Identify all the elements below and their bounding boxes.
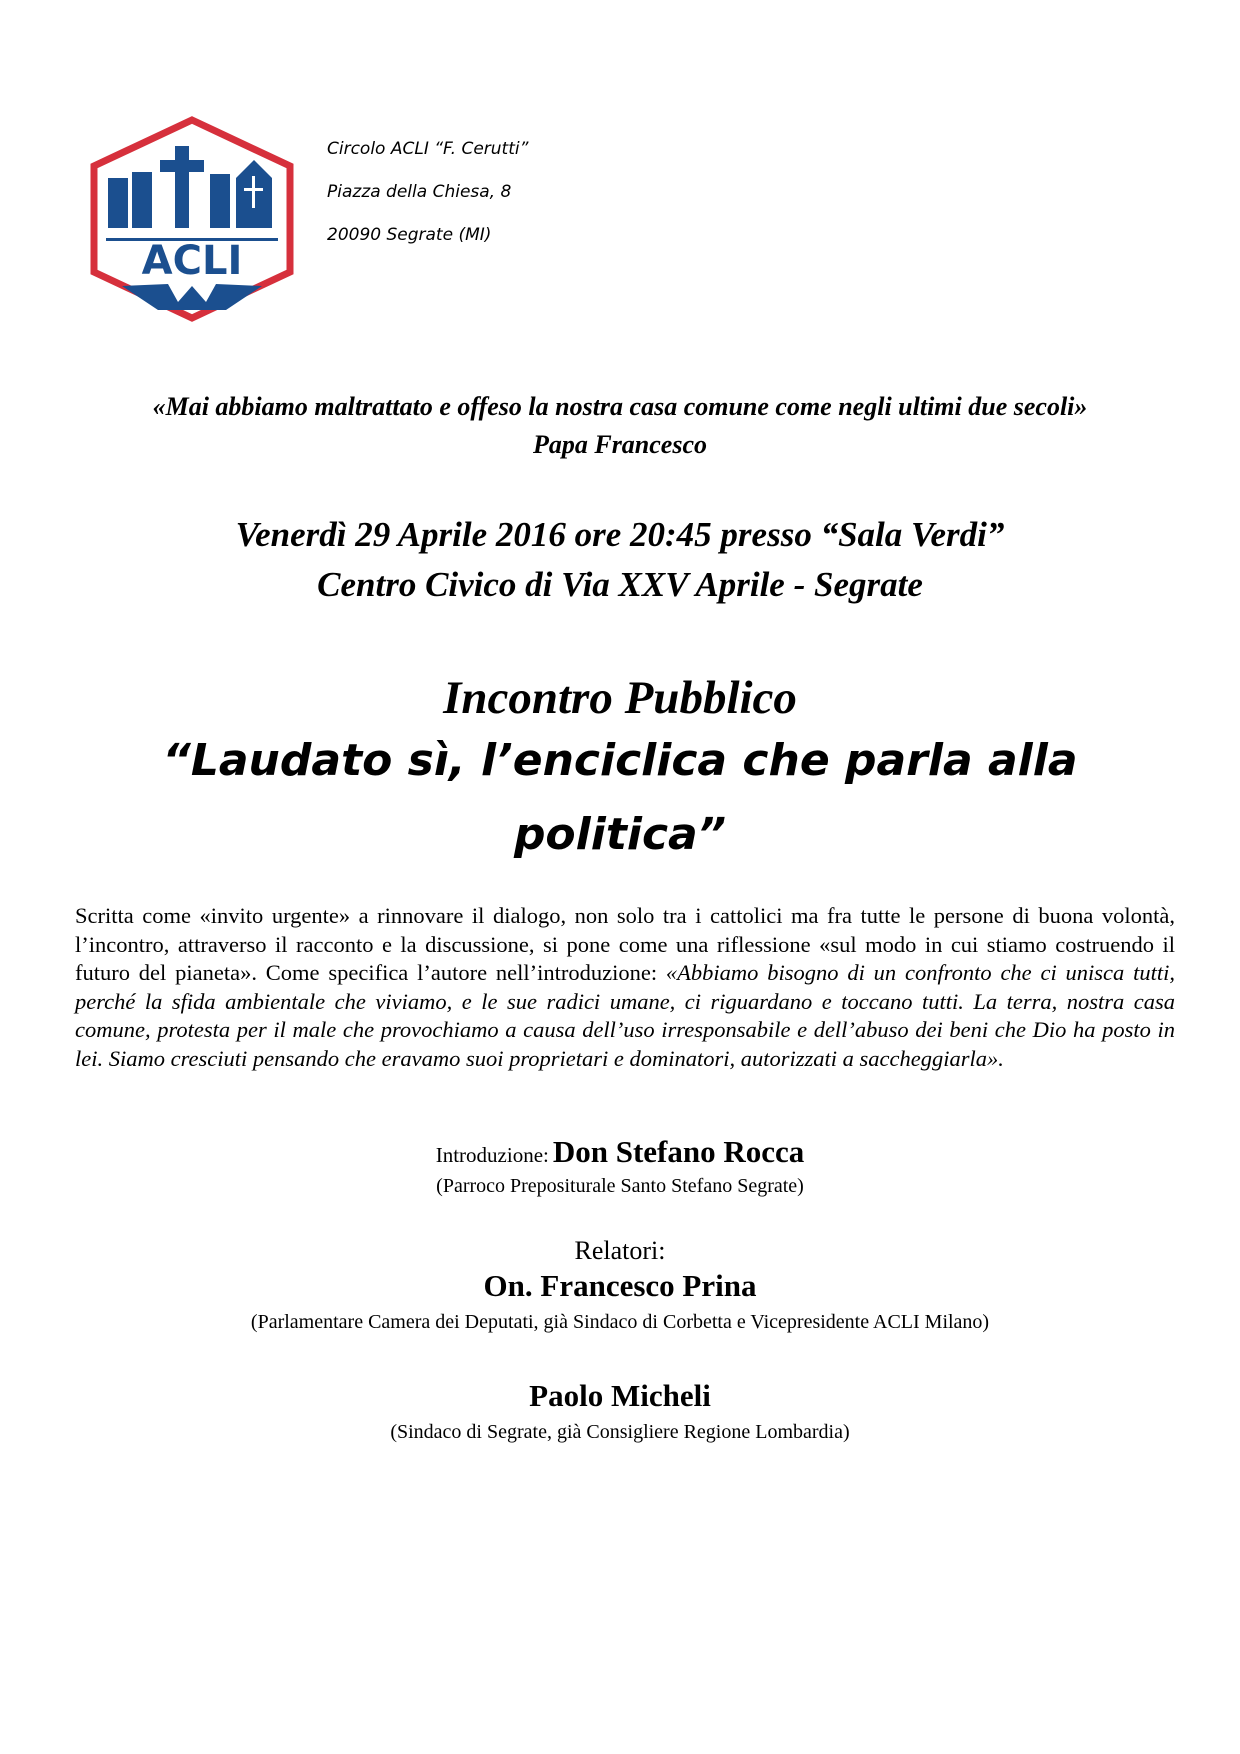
address-line: Circolo ACLI “F. Cerutti” — [327, 139, 529, 159]
pope-quote — [0, 388, 1240, 464]
introduction — [0, 1134, 1240, 1170]
introduction-name: Don Stefano Rocca — [552, 1134, 805, 1169]
event-date: Venerdì 29 Aprile 2016 ore 20:45 presso “Sala Verdi” — [235, 515, 1005, 554]
speaker-role: (Parlamentare Camera dei Deputati, già Sindaco di Corbetta e Vicepresidente ACLI Milano) — [250, 1311, 990, 1333]
quote-text: «Mai abbiamo maltrattato e offeso la nostra casa comune come negli ultimi due secoli» — [152, 392, 1088, 421]
event-place: Centro Civico di Via XXV Aprile - Segrate — [317, 565, 923, 604]
speaker-role: (Sindaco di Segrate, già Consigliere Regione Lombardia) — [390, 1421, 850, 1443]
acli-logo-text: ACLI — [141, 238, 243, 284]
address-line: Piazza della Chiesa, 8 — [327, 182, 512, 202]
speaker-name: Paolo Micheli — [529, 1378, 711, 1413]
event-when-where — [0, 510, 1240, 610]
address-line: 20090 Segrate (MI) — [327, 225, 492, 245]
event-kind: Incontro Pubblico — [443, 672, 797, 724]
event-title: “Laudato sì, l’enciclica che parla alla politica” — [162, 735, 1078, 860]
introduction-label: Introduzione: — [435, 1143, 549, 1167]
speakers-label: Relatori: — [574, 1236, 666, 1265]
event-description — [75, 902, 1175, 1074]
acli-logo — [86, 116, 298, 322]
speaker-name: On. Francesco Prina — [483, 1268, 757, 1303]
introduction-role: (Parroco Prepositurale Santo Stefano Segrate) — [436, 1175, 804, 1197]
quote-author: Papa Francesco — [532, 430, 708, 459]
description-quote: «Abbiamo bisogno di un confronto che ci unisca tutti, perché la sfida ambientale che viviamo, e le sue radici umane, ci riguardano e toccano tutti. La terra, nostra casa comune, protesta per il male che provochiamo a causa dell’uso irresponsabile e dell’abuso dei beni che Dio ha posto in lei. Siamo cresciuti pensando che eravamo suoi proprietari e dominatori, autorizzati a saccheggiarla». — [75, 960, 1175, 1071]
description-text: Scritta come «invito urgente» a rinnovare il dialogo, non solo tra i cattolici ma fra tutte le persone di buona volontà, l’incontro, attraverso il racconto e la discussione, si pone come una riflessione «sul modo in cui stiamo costruendo il futuro del pianeta». Come specifica l’autore nell’introduzione: — [75, 903, 1175, 986]
sender-address — [327, 128, 528, 257]
